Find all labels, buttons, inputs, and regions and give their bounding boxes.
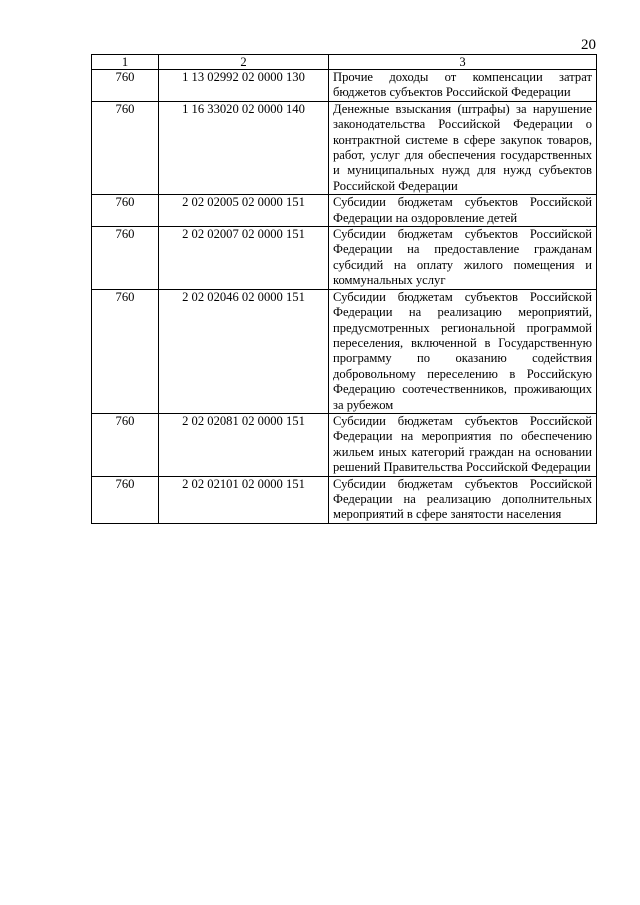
description-cell: Субсидии бюджетам субъектов Российской Федерации на мероприятия по обеспечению жильем иных категорий граждан на основании решений Правительства Российской Федерации (329, 413, 597, 476)
admin-code-cell: 760 (92, 227, 159, 290)
table-row (92, 227, 597, 290)
budget-code-cell: 2 02 02046 02 0000 151 (159, 289, 329, 413)
budget-code-cell: 2 02 02007 02 0000 151 (159, 227, 329, 290)
revenue-codes-table (91, 54, 597, 524)
description-cell: Прочие доходы от компенсации затрат бюджетов субъектов Российской Федерации (329, 70, 597, 102)
description-cell: Субсидии бюджетам субъектов Российской Федерации на реализацию дополнительных мероприятий в сфере занятости населения (329, 476, 597, 523)
table-row (92, 289, 597, 413)
budget-code-cell: 2 02 02005 02 0000 151 (159, 195, 329, 227)
column-header-3: 3 (329, 55, 597, 70)
table-row (92, 413, 597, 476)
budget-code-cell: 1 13 02992 02 0000 130 (159, 70, 329, 102)
column-header-1: 1 (92, 55, 159, 70)
description-cell: Субсидии бюджетам субъектов Российской Федерации на предоставление гражданам субсидий на оплату жилого помещения и коммунальных услуг (329, 227, 597, 290)
admin-code-cell: 760 (92, 476, 159, 523)
admin-code-cell: 760 (92, 70, 159, 102)
budget-code-cell: 2 02 02081 02 0000 151 (159, 413, 329, 476)
description-cell: Субсидии бюджетам субъектов Российской Федерации на реализацию мероприятий, предусмотренных региональной программой переселения, включенной в Государственную программу по оказанию содействия добровольному переселению в Российскую Федерацию соотечественников, проживающих за рубежом (329, 289, 597, 413)
admin-code-cell: 760 (92, 195, 159, 227)
budget-code-cell: 2 02 02101 02 0000 151 (159, 476, 329, 523)
description-cell: Субсидии бюджетам субъектов Российской Федерации на оздоровление детей (329, 195, 597, 227)
table-row (92, 101, 597, 194)
budget-code-cell: 1 16 33020 02 0000 140 (159, 101, 329, 194)
admin-code-cell: 760 (92, 289, 159, 413)
page-number: 20 (581, 37, 596, 53)
column-header-2: 2 (159, 55, 329, 70)
table-row (92, 70, 597, 102)
header-row (92, 55, 597, 70)
table-row (92, 195, 597, 227)
description-cell: Денежные взыскания (штрафы) за нарушение законодательства Российской Федерации о контрактной системе в сфере закупок товаров, работ, услуг для обеспечения государственных и муниципальных нужд для нужд субъектов Российской Федерации (329, 101, 597, 194)
admin-code-cell: 760 (92, 413, 159, 476)
table-row (92, 476, 597, 523)
admin-code-cell: 760 (92, 101, 159, 194)
